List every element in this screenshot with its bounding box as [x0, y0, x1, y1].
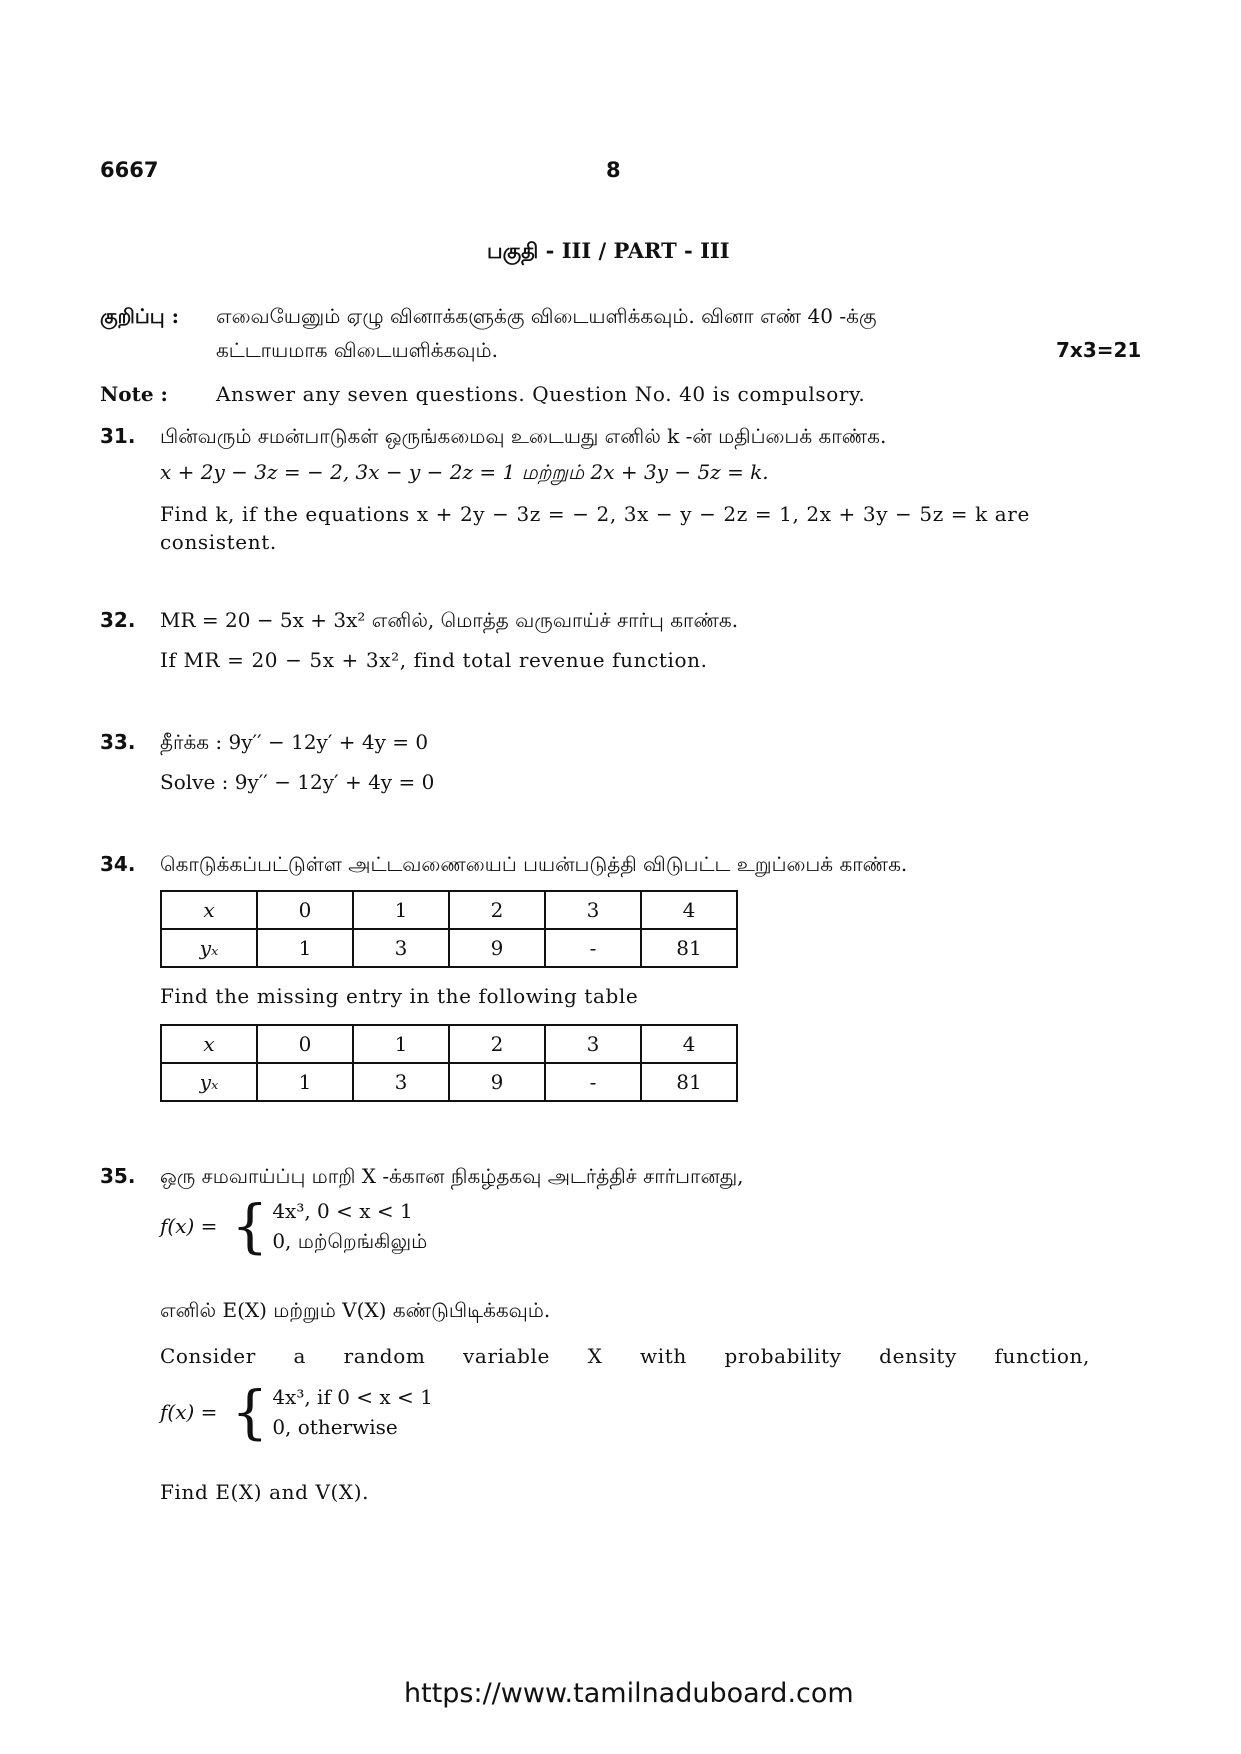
brace-icon: { [231, 1378, 269, 1446]
q35-english-find: Find E(X) and V(X). [160, 1480, 370, 1504]
note-tamil-label: குறிப்பு : [100, 304, 179, 328]
fx-label: f(x) = [160, 1214, 218, 1238]
q31-tamil: பின்வரும் சமன்பாடுகள் ஒருங்கமைவு உடையது எனில் k -ன் மதிப்பைக் காண்க. [160, 424, 887, 448]
table-cell: 3 [545, 891, 641, 929]
table-row [161, 929, 737, 967]
fx-label: f(x) = [160, 1400, 218, 1424]
table-cell: 3 [353, 1063, 449, 1101]
table-cell: 81 [641, 1063, 737, 1101]
paper-code: 6667 [100, 158, 159, 182]
marks-scheme: 7x3=21 [1056, 338, 1142, 362]
question-number-32: 32. [100, 608, 136, 632]
note-tamil-line2: கட்டாயமாக விடையளிக்கவும். [216, 338, 498, 362]
table-cell: 1 [257, 1063, 353, 1101]
table-cell: 3 [353, 929, 449, 967]
q35-tamil-find: எனில் E(X) மற்றும் V(X) கண்டுபிடிக்கவும். [160, 1298, 551, 1322]
note-tamil-line1: எவையேனும் ஏழு வினாக்களுக்கு விடையளிக்கவும். வினா எண் 40 -க்கு [216, 304, 877, 328]
table-cell: 9 [449, 1063, 545, 1101]
q35-tamil: ஒரு சமவாய்ப்பு மாறி X -க்கான நிகழ்தகவு அடர்த்திச் சார்பானது, [160, 1164, 744, 1188]
piecewise-cases [272, 1196, 427, 1256]
brace-icon: { [231, 1192, 269, 1260]
table-cell: 2 [449, 891, 545, 929]
piecewise-cases [272, 1382, 433, 1442]
table-cell: 3 [545, 1025, 641, 1063]
q35-english-piecewise [160, 1378, 433, 1446]
note-english-label: Note : [100, 382, 168, 406]
q35-tamil-piecewise [160, 1192, 428, 1260]
table-row [161, 891, 737, 929]
case-2: 0, மற்றெங்கிலும் [272, 1229, 428, 1253]
table-cell: 81 [641, 929, 737, 967]
table-cell: - [545, 929, 641, 967]
table-cell: 0 [257, 1025, 353, 1063]
question-number-35: 35. [100, 1164, 136, 1188]
q31-english-line2: consistent. [160, 530, 277, 554]
case-1: 4x³, if 0 < x < 1 [272, 1385, 433, 1409]
q33-tamil: தீர்க்க : 9y′′ − 12y′ + 4y = 0 [160, 730, 429, 754]
footer-url: https://www.tamilnaduboard.com [404, 1678, 854, 1709]
table-cell: 1 [353, 891, 449, 929]
q34-table-tamil [160, 890, 738, 968]
table-row [161, 1063, 737, 1101]
case-2: 0, otherwise [272, 1415, 398, 1439]
table-cell: 0 [257, 891, 353, 929]
part-title: பகுதி - III / PART - III [487, 238, 730, 263]
q31-english-line1: Find k, if the equations x + 2y − 3z = − 2, 3x − y − 2z = 1, 2x + 3y − 5z = k are [160, 502, 1030, 526]
q32-english: If MR = 20 − 5x + 3x², find total revenue function. [160, 648, 708, 672]
note-english-text: Answer any seven questions. Question No. 40 is compulsory. [216, 382, 866, 406]
table-cell: yₓ [161, 1063, 257, 1101]
table-cell: 1 [353, 1025, 449, 1063]
table-cell: 4 [641, 1025, 737, 1063]
table-cell: - [545, 1063, 641, 1101]
q35-english: Consider a random variable X with probability density function, [160, 1344, 1090, 1368]
table-cell: 2 [449, 1025, 545, 1063]
q33-english: Solve : 9y′′ − 12y′ + 4y = 0 [160, 770, 435, 794]
table-row [161, 1025, 737, 1063]
table-cell: x [161, 891, 257, 929]
question-number-31: 31. [100, 424, 136, 448]
table-cell: yₓ [161, 929, 257, 967]
table-cell: 1 [257, 929, 353, 967]
case-1: 4x³, 0 < x < 1 [272, 1199, 413, 1223]
q34-english: Find the missing entry in the following table [160, 984, 639, 1008]
q34-table-english [160, 1024, 738, 1102]
table-cell: 4 [641, 891, 737, 929]
table-cell: 9 [449, 929, 545, 967]
q32-tamil: MR = 20 − 5x + 3x² எனில், மொத்த வருவாய்ச் சார்பு காண்க. [160, 608, 739, 632]
question-number-34: 34. [100, 852, 136, 876]
question-number-33: 33. [100, 730, 136, 754]
page-number: 8 [606, 158, 621, 182]
q34-tamil: கொடுக்கப்பட்டுள்ள அட்டவணையைப் பயன்படுத்தி விடுபட்ட உறுப்பைக் காண்க. [160, 852, 908, 876]
q31-tamil-equations: x + 2y − 3z = − 2, 3x − y − 2z = 1 மற்றும் 2x + 3y − 5z = k. [160, 460, 769, 484]
table-cell: x [161, 1025, 257, 1063]
